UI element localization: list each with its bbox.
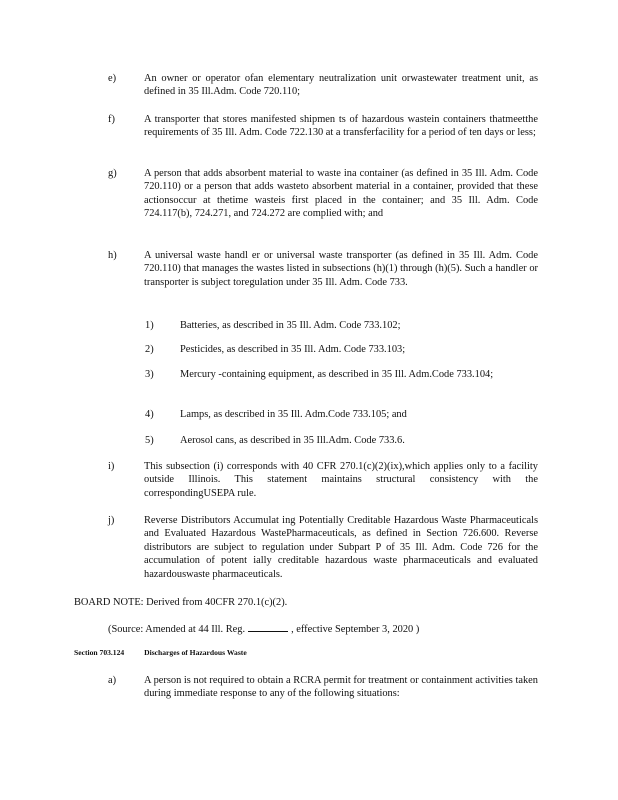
item-label: h): [108, 250, 117, 261]
list-item-i: [108, 460, 538, 500]
sub-item-4: [145, 408, 535, 421]
item-text: A universal waste handl er or universal waste transporter (as defined in 35 Ill. Adm. Code 720.110) that manages the wastes listed in subsections (h)(1) through (h)(5). Such a handler or transporter is subject toregulation under 35 Ill. Adm. Code 733.: [144, 250, 538, 288]
item-label: e): [108, 73, 117, 84]
section-title: Discharges of Hazardous Waste: [144, 648, 247, 657]
sub-item-1: [145, 319, 535, 332]
item-text: Reverse Distributors Accumulat ing Potentially Creditable Hazardous Waste Pharmaceuticals and Evaluated Hazardous WastePharmaceuticals, as defined in Section 726.600. Reverse distributors are subject to regulation under Subpart P of 35 Ill. Adm. Code 726 for the accumulation of potent ially creditable hazardous waste pharmaceuticals and evaluated hazardouswaste pharmaceuticals.: [144, 515, 538, 580]
list-item-e: [108, 72, 538, 99]
sub-item-text: Lamps, as described in 35 Ill. Adm.Code 733.105; and: [180, 409, 407, 420]
item-label: j): [108, 515, 115, 526]
source-line: [108, 622, 419, 636]
item-label: g): [108, 168, 117, 179]
register-page-blank: [248, 622, 288, 632]
list-item-j: [108, 514, 538, 581]
section-number: Section 703.124: [74, 648, 125, 657]
source-prefix: (Source: Amended at 44 Ill. Reg.: [108, 624, 246, 635]
item-label: f): [108, 114, 115, 125]
sub-item-3: [145, 368, 535, 381]
item-text: This subsection (i) corresponds with 40 CFR 270.1(c)(2)(ix),which applies only to a facility outside Illinois. This statement maintains structural consistency with the correspondingUSEPA rule.: [144, 461, 538, 499]
sub-item-label: 2): [145, 344, 154, 355]
list-item-a: [108, 674, 538, 701]
sub-item-5: [145, 434, 535, 447]
section-heading: [74, 648, 265, 658]
sub-item-label: 1): [145, 320, 154, 331]
board-note: BOARD NOTE: Derived from 40CFR 270.1(c)(2).: [74, 597, 288, 608]
sub-item-label: 3): [145, 369, 154, 380]
sub-item-text: Batteries, as described in 35 Ill. Adm. Code 733.102;: [180, 320, 401, 331]
sub-item-text: Pesticides, as described in 35 Ill. Adm. Code 733.103;: [180, 344, 406, 355]
item-text: An owner or operator ofan elementary neutralization unit orwastewater treatment unit, as defined in 35 Ill.Adm. Code 720.110;: [144, 73, 538, 98]
sub-item-label: 5): [145, 435, 154, 446]
source-suffix: , effective September 3, 2020 ): [291, 624, 420, 635]
sub-item-label: 4): [145, 409, 154, 420]
item-text: A person that adds absorbent material to waste ina container (as defined in 35 Ill. Adm. Code 720.110) or a person that adds wasteto absorbent material in a container, provided that these actionsoccur at thetime wasteis first placed in the container; and 35 Ill. Adm. Code 724.117(b), 724.271, and 724.272 are complied with; and: [144, 168, 538, 220]
item-label: i): [108, 461, 115, 472]
list-item-f: [108, 113, 538, 140]
item-text: A person is not required to obtain a RCRA permit for treatment or containment activities taken during immediate response to any of the following situations:: [144, 675, 538, 700]
sub-item-2: [145, 343, 535, 356]
sub-item-text: Aerosol cans, as described in 35 Ill.Adm. Code 733.6.: [180, 435, 405, 446]
list-item-g: [108, 167, 538, 221]
item-text: A transporter that stores manifested shipmen ts of hazardous wastein containers thatmeetthe requirements of 35 Ill. Adm. Code 722.130 at a transferfacility for a period of ten days or less;: [144, 114, 538, 139]
list-item-h: [108, 249, 538, 289]
item-label: a): [108, 675, 117, 686]
sub-item-text: Mercury -containing equipment, as described in 35 Ill. Adm.Code 733.104;: [180, 369, 494, 380]
